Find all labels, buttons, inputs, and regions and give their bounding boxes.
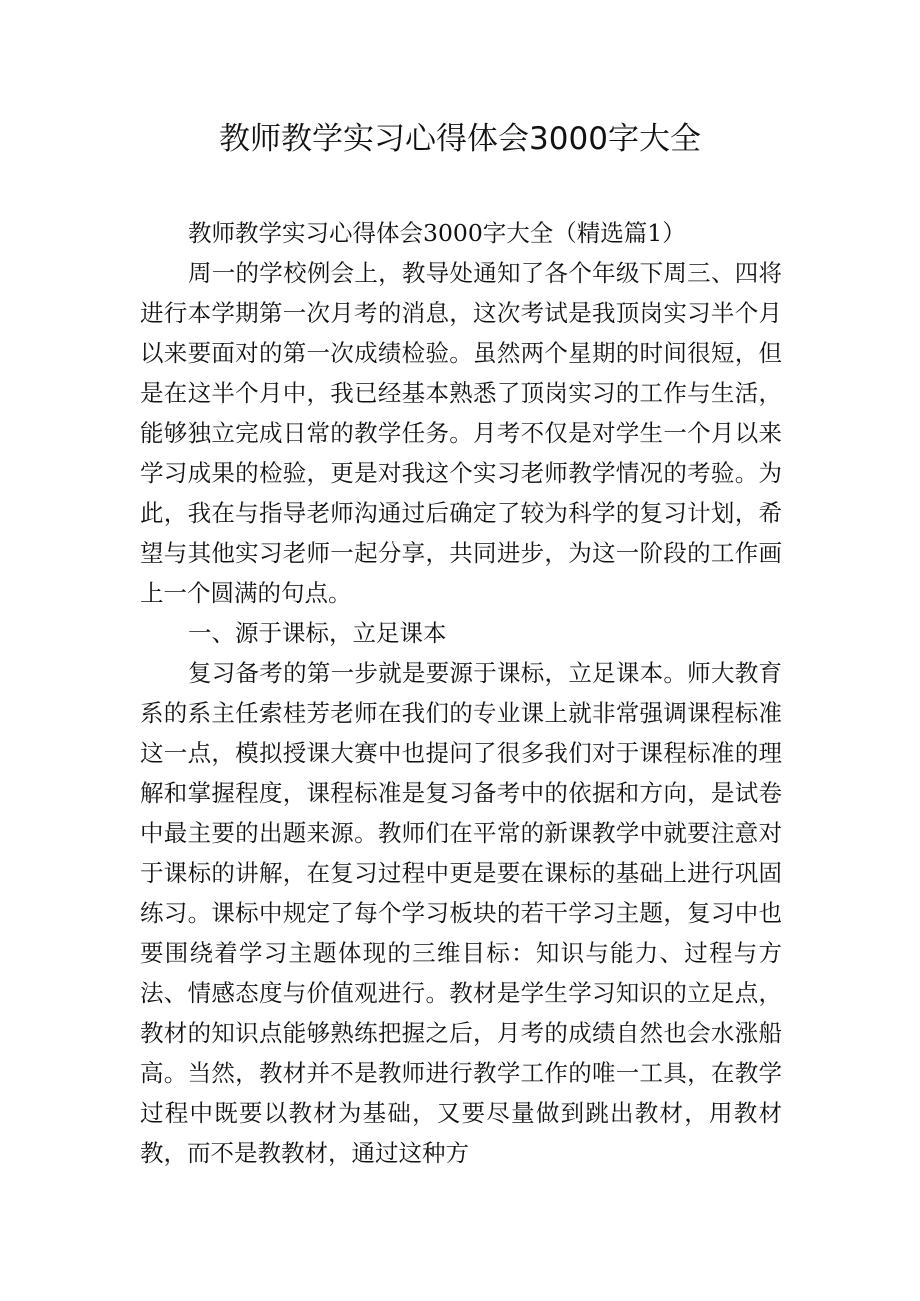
document-body	[140, 213, 782, 1173]
subsection-heading: 一、源于课标，立足课本	[188, 619, 447, 647]
document-title: 教师教学实习心得体会3000字大全	[219, 121, 701, 157]
body-paragraph: 周一的学校例会上，教导处通知了各个年级下周三、四将进行本学期第一次月考的消息，这次考试是我顶岗实习半个月以来要面对的第一次成绩检验。虽然两个星期的时间很短，但是在这半个月中，我已经基本熟悉了顶岗实习的工作与生活，能够独立完成日常的教学任务。月考不仅是对学生一个月以来学习成果的检验，更是对我这个实习老师教学情况的考验。为此，我在与指导老师沟通过后确定了较为科学的复习计划，希望与其他实习老师一起分享，共同进步，为这一阶段的工作画上一个圆满的句点。	[140, 259, 782, 607]
section-heading: 教师教学实习心得体会3000字大全（精选篇1）	[188, 219, 686, 247]
body-paragraph: 复习备考的第一步就是要源于课标，立足课本。师大教育系的系主任索桂芳老师在我们的专业课上就非常强调课程标准这一点，模拟授课大赛中也提问了很多我们对于课程标准的理解和掌握程度，课程标准是复习备考中的依据和方向，是试卷中最主要的出题来源。教师们在平常的新课教学中就要注意对于课标的讲解，在复习过程中更是要在课标的基础上进行巩固练习。课标中规定了每个学习板块的若干学习主题，复习中也要围绕着学习主题体现的三维目标：知识与能力、过程与方法、情感态度与价值观进行。教材是学生学习知识的立足点，教材的知识点能够熟练把握之后，月考的成绩自然也会水涨船高。当然，教材并不是教师进行教学工作的唯一工具，在教学过程中既要以教材为基础，又要尽量做到跳出教材，用教材教，而不是教教材，通过这种方	[140, 659, 782, 1167]
